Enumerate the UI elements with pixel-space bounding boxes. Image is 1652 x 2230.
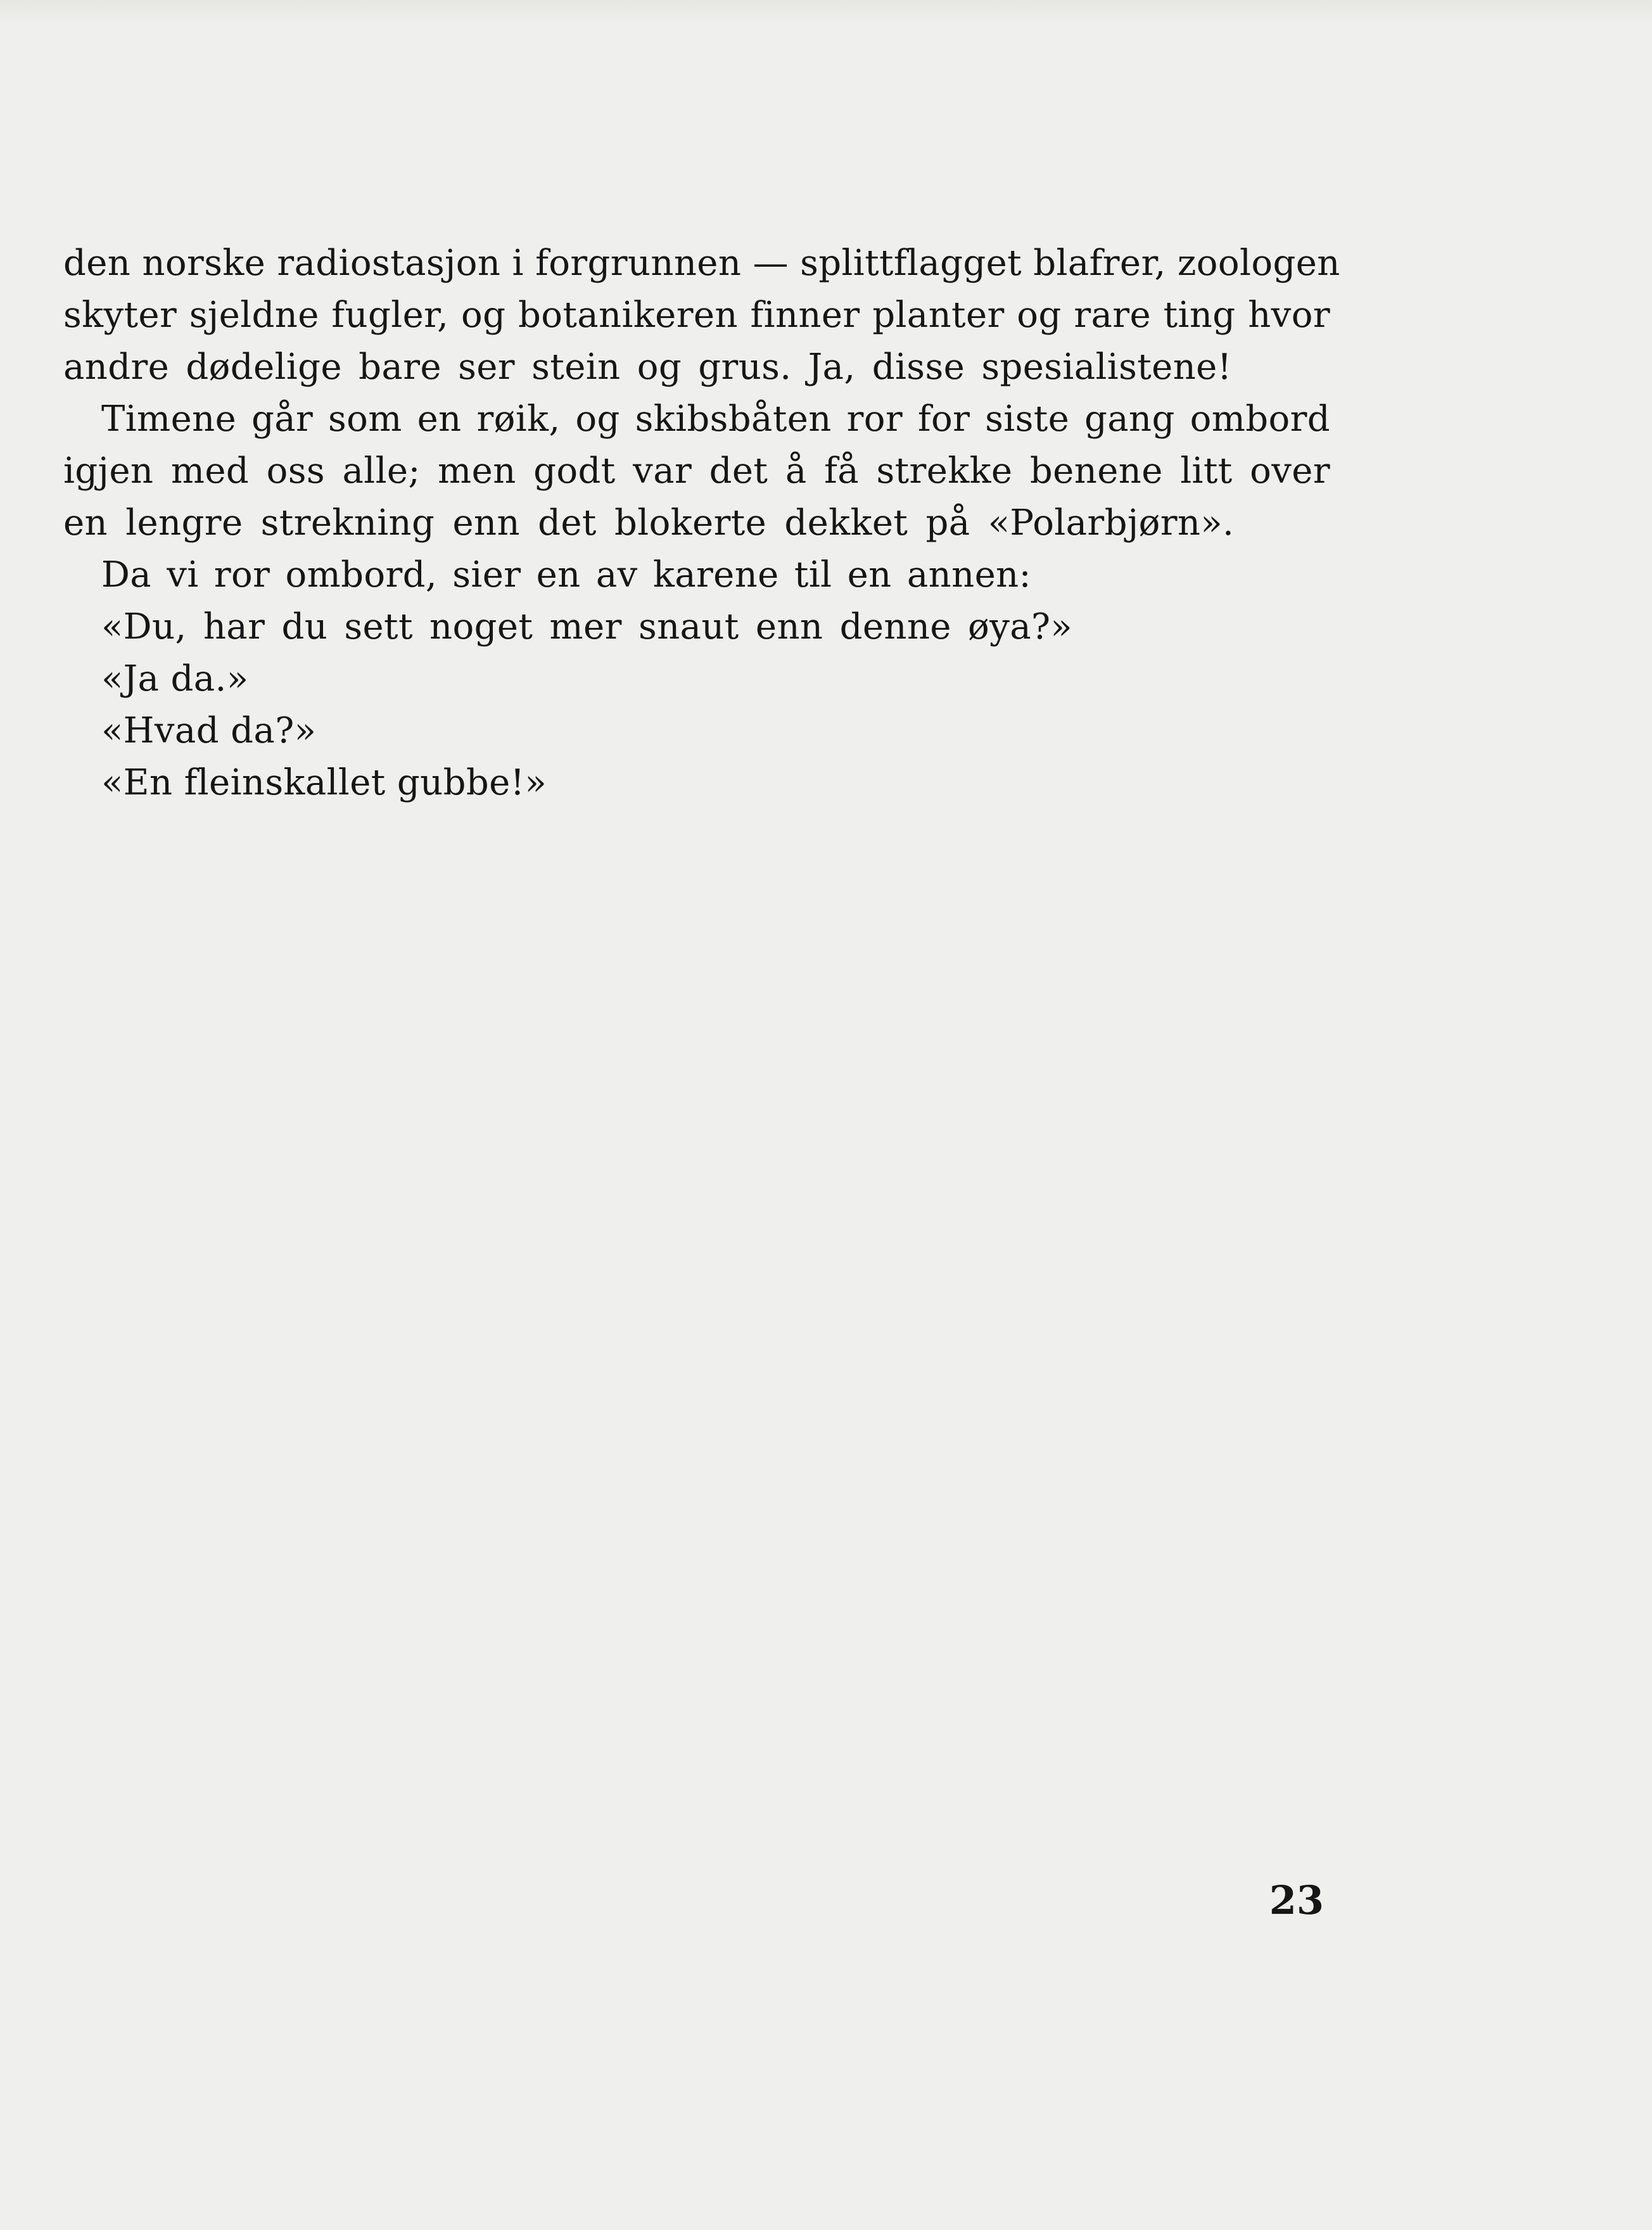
text-line: andre dødelige bare ser stein og grus. Ja, disse spesialistene! bbox=[63, 347, 1232, 388]
text-line: den norske radiostasjon i forgrunnen — splittflagget blafrer, zoologen bbox=[63, 243, 1340, 284]
text-line: en lengre strekning enn det blokerte dekket på «Polarbjørn». bbox=[63, 502, 1235, 544]
text-line: Da vi ror ombord, sier en av karene til en annen: bbox=[101, 554, 1031, 596]
text-line: igjen med oss alle; men godt var det å få strekke benene litt over bbox=[63, 450, 1330, 492]
paper-edge bbox=[0, 0, 1652, 25]
dialogue-line: «En fleinskallet gubbe!» bbox=[101, 762, 547, 803]
dialogue-line: «Hvad da?» bbox=[101, 710, 317, 751]
text-line: Timene går som en røik, og skibsbåten ror for siste gang ombord bbox=[101, 398, 1330, 440]
page-number: 23 bbox=[1269, 1877, 1324, 1923]
text-line: skyter sjeldne fugler, og botanikeren finner planter og rare ting hvor bbox=[63, 295, 1330, 336]
body-text bbox=[63, 238, 1340, 809]
dialogue-line: «Ja da.» bbox=[101, 658, 249, 699]
dialogue-line: «Du, har du sett noget mer snaut enn denne øya?» bbox=[101, 606, 1073, 647]
